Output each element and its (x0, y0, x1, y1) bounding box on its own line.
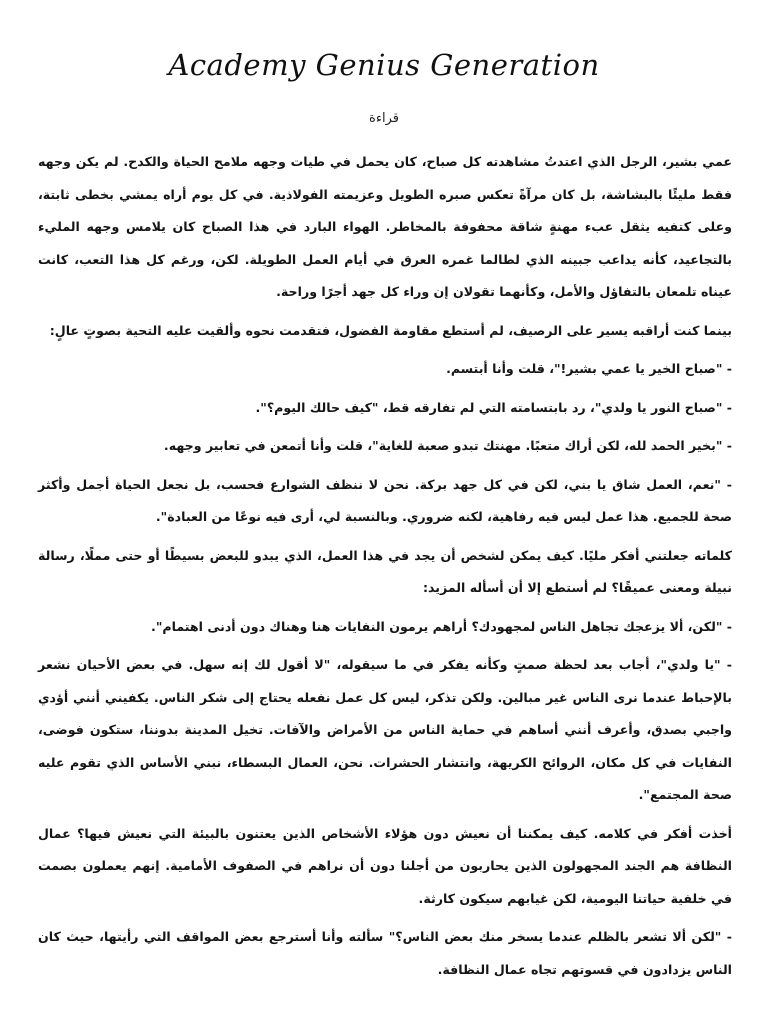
dialogue-line: - "بخير الحمد لله، لكن أراك متعبًا. مهنتك تبدو صعبة للغاية"، قلت وأنا أتمعن في تعابير وجهه. (163, 438, 732, 453)
dialogue-line: - "لكن، ألا يزعجك تجاهل الناس لمجهودك؟ أراهم يرمون النفايات هنا وهناك دون أدنى اهتمام". (151, 618, 732, 634)
paragraph-intro: عمي بشير، الرجل الذي اعتدتُ مشاهدته كل صباح، كان يحمل في طيات وجهه ملامح الحياة والكدح. لم يكن وجهه فقط مليئًا بالبشاشة، بل كان مرآةً تعكس صبره الطويل وعزيمته الفولاذية. في كل يوم أراه يمشي بخطى ثابتة، وعلى كتفيه يثقل عبء مهنةٍ شاقة محفوفة بالمخاطر. الهواء البارد في هذا الصباح كان يلامس وجهه المليء بالتجاعيد، كأنه يداعب جبينه الذي لطالما غمره العرق في أيام العمل الطويلة. لكن، ورغم كل هذا التعب، كانت عيناه تلمعان بالتفاؤل والأمل، وكأنهما تقولان إن وراء كل جهد أجرًا وراحة. (38, 154, 732, 299)
paragraph-thoughts: أخذت أفكر في كلامه. كيف يمكننا أن نعيش دون هؤلاء الأشخاص الذين يعتنون بالبيئة التي نعيش فيها؟ عمال النظافة هم الجند المجهولون الذين يحاربون من أجلنا دون أن نراهم في الصفوف الأمامية. إنهم يعملون بصمت في خلفية حياتنا اليومية، لكن غيابهم سيكون كارثة. (38, 825, 732, 906)
dialogue-line: - "يا ولدي"، أجاب بعد لحظة صمتٍ وكأنه يفكر في ما سيقوله، "لا أقول لك إنه سهل. في بعض الأحيان نشعر بالإحباط عندما نرى الناس غير مبالين. ولكن تذكر، ليس كل عمل نفعله يحتاج إلى شكر الناس. يكفيني أنني أؤدي واجبي بصدق، وأعرف أنني أساهم في حماية الناس من الأمراض والآفات. تخيل المدينة بدوننا، ستكون فوضى، النفايات في كل مكان، الروائح الكريهة، وانتشار الحشرات. نحن، العمال البسطاء، نبني الأساس الذي تقوم عليه صحة المجتمع". (38, 657, 732, 802)
document-body (38, 146, 732, 992)
document-subtitle: قراءة (369, 111, 399, 126)
dialogue-line: - "صباح الخير يا عمي بشير!"، قلت وأنا أبتسم. (446, 361, 732, 376)
paragraph-reflection: كلماته جعلتني أفكر مليًا. كيف يمكن لشخص أن يجد في هذا العمل، الذي يبدو للبعض بسيطًا أو حتى مملًا، رسالة نبيلة ومعنى عميقًا؟ لم أستطع إلا أن أسأله المزيد: (38, 547, 732, 595)
dialogue-line: - "نعم، العمل شاق يا بني، لكن في كل جهد بركة. نحن لا ننظف الشوارع فحسب، بل نجعل الحياة أجمل وأكثر صحة للجميع. هذا عمل ليس فيه رفاهية، لكنه ضروري. وبالنسبة لي، أرى فيه نوعًا من العبادة". (38, 476, 732, 524)
paragraph-approach: بينما كنت أراقبه يسير على الرصيف، لم أستطع مقاومة الفضول، فتقدمت نحوه وألقيت عليه التحية بصوتٍ عالٍ: (49, 322, 732, 338)
document-title: Academy Genius Generation (168, 48, 600, 82)
dialogue-line: - "لكن ألا تشعر بالظلم عندما يسخر منك بعض الناس؟" سألته وأنا أسترجع بعض المواقف التي رأيتها، حيث كان الناس يزدادون في قسوتهم تجاه عمال النظافة. (38, 929, 732, 977)
dialogue-line: - "صباح النور يا ولدي"، رد بابتسامته التي لم تفارقه قط، "كيف حالك اليوم؟". (255, 399, 732, 415)
